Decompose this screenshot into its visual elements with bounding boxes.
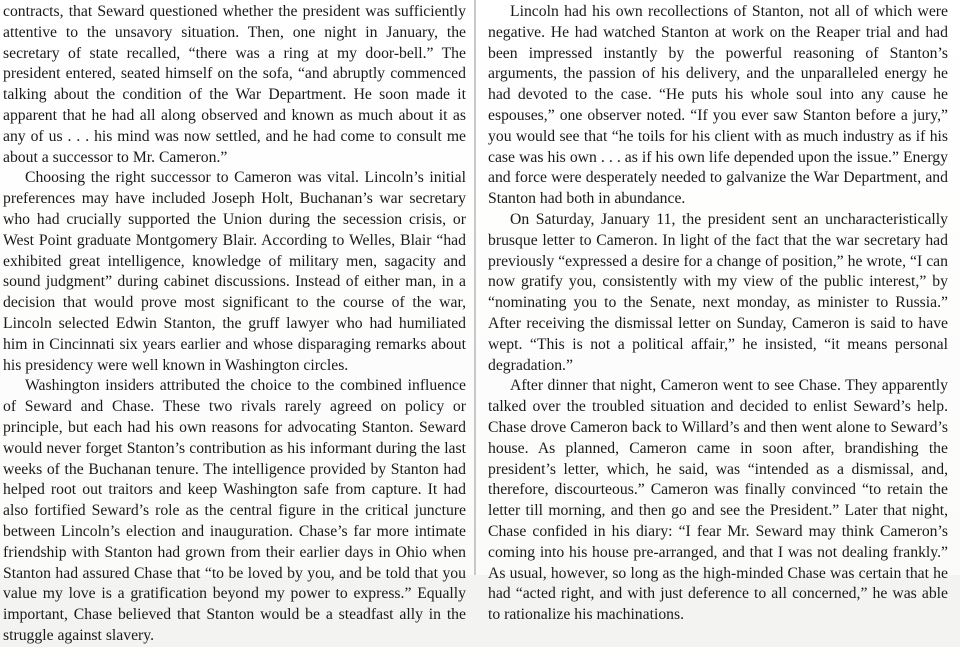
right-text-column — [488, 2, 948, 626]
paragraph-seward-doorbell: contracts, that Seward questioned whether the president was sufficiently attentive to the unsavory situation. Then, one night in January, the secretary of state recalled, “there was a ring at my door-bell.” The president entered, seated himself on the sofa, “and abruptly commenced talking about the condition of the War Department. He soon made it apparent that he had all along observed and known as much about it as any of us . . . his mind was now settled, and he had come to consult me about a successor to Mr. Cameron.” — [3, 3, 466, 166]
paragraph-lincoln-recollections: Lincoln had his own recollections of Stanton, not all of which were negative. He had watched Stanton at work on the Reaper trial and had been impressed instantly by the powerful reasoning of Stanton’s arguments, the passion of his delivery, and the unparalleled energy he had devoted to the case. “He puts his whole soul into any cause he espouses,” one observer noted. “If you ever saw Stanton before a jury,” you would see that “he toils for his client with as much industry as if his case was his own . . . as if his own life depended upon the issue.” Energy and force were desperately needed to galvanize the War Department, and Stanton had both in abundance. — [488, 3, 948, 208]
paragraph-washington-insiders: Washington insiders attributed the choice to the combined influence of Seward and Chase. These two rivals rarely agreed on policy or principle, but each had his own reasons for advocating Stanton. Seward would never forget Stanton’s contribution as his informant during the last weeks of the Buchanan tenure. The intelligence provided by Stanton had helped root out traitors and keep Washington safe from capture. It had also fortified Seward’s role as the central figure in the critical juncture between Lincoln’s election and inauguration. Chase’s far more intimate friendship with Stanton had grown from their earlier days in Ohio when Stanton had assured Chase that “to be loved by you, and be told that you value my love is a gratification beyond my power to express.” Equally important, Chase believed that Stanton would be a steadfast ally in the struggle against slavery. — [3, 377, 466, 644]
paragraph-after-dinner: After dinner that night, Cameron went to see Chase. They apparently talked over the troubled situation and decided to enlist Seward’s help. Chase drove Cameron back to Willard’s and then went alone to Seward’s house. As planned, Cameron came in soon after, brandishing the president’s letter, which, he said, was “intended as a dismissal, and, therefore, discourteous.” Cameron was finally convinced “to retain the letter till morning, and then go and see the President.” Later that night, Chase confided in his diary: “I fear Mr. Seward may think Cameron’s coming into his house pre-arranged, and that I was not dealing frankly.” As usual, however, so long as the high-minded Chase was certain that he had “acted right, and with just deference to all concerned,” he was able to rationalize his machinations. — [488, 377, 948, 624]
paragraph-choosing-successor: Choosing the right successor to Cameron was vital. Lincoln’s initial preferences may have included Joseph Holt, Buchanan’s war secretary who had crucially supported the Union during the secession crisis, or West Point graduate Montgomery Blair. According to Welles, Blair “had exhibited great intelligence, knowledge of military men, sagacity and sound judgment” during cabinet discussions. Instead of either man, in a decision that would prove most significant to the course of the war, Lincoln selected Edwin Stanton, the gruff lawyer who had humiliated him in Cincinnati six years earlier and whose disparaging remarks about his presidency were well known in Washington circles. — [3, 169, 466, 374]
column-divider — [474, 0, 476, 575]
left-text-column — [3, 2, 466, 647]
paragraph-saturday-letter: On Saturday, January 11, the president sent an uncharacteristically brusque letter to Cameron. In light of the fact that the war secretary had previously “expressed a desire for a change of position,” he wrote, “I can now gratify you, consistently with my view of the public interest,” by “nominating you to the Senate, next monday, as minister to Russia.” After receiving the dismissal letter on Sunday, Cameron is said to have wept. “This is not a political affair,” he insisted, “it means personal degradation.” — [488, 210, 948, 374]
